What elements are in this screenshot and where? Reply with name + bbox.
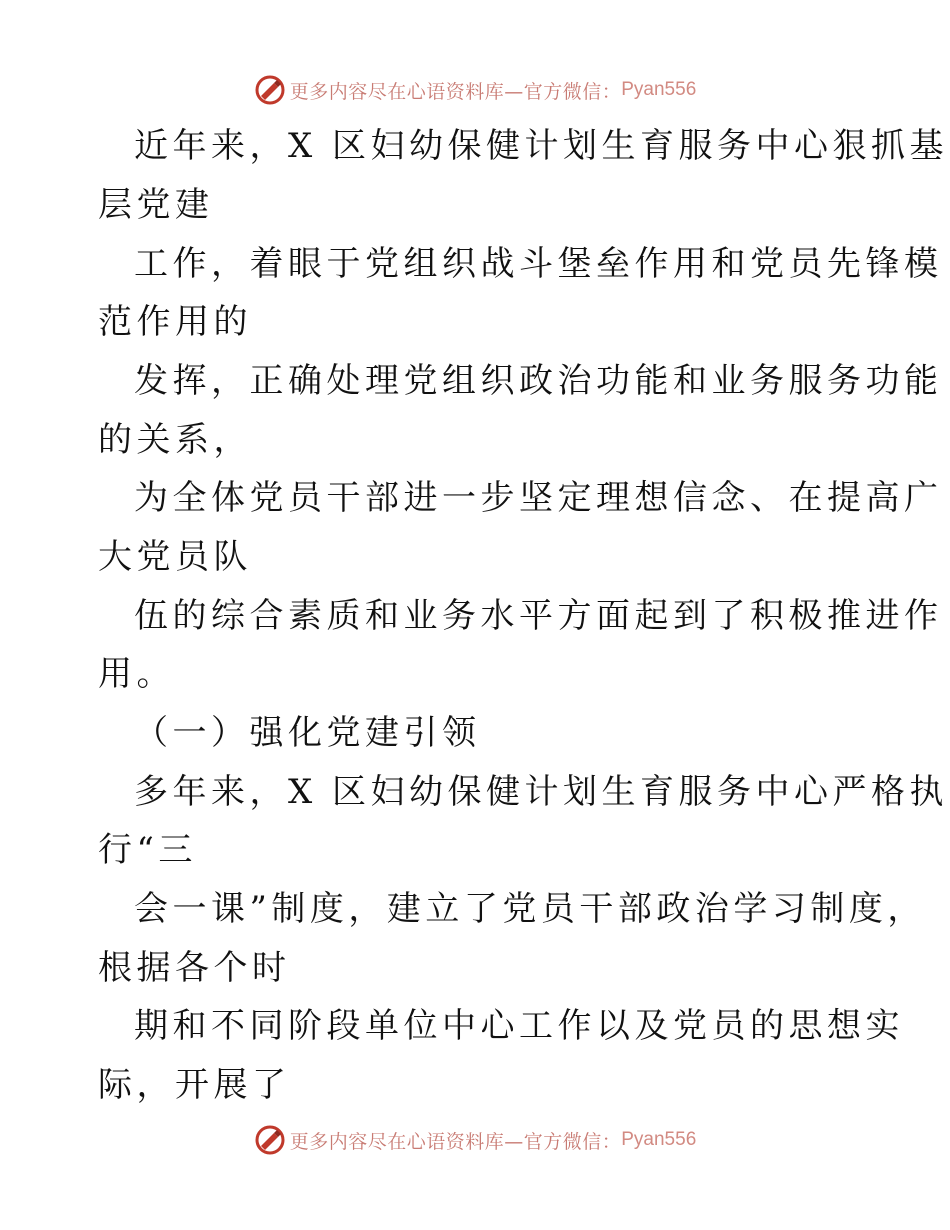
text-line: 行“三 xyxy=(98,830,197,870)
text-line: 发挥，正确处理党组织政治功能和业务服务功能 xyxy=(134,361,943,401)
text-line: 大党员队 xyxy=(98,537,252,577)
watermark-banner-top xyxy=(0,72,950,108)
text-line: 伍的综合素质和业务水平方面起到了积极推进作 xyxy=(134,596,943,636)
text-line: 期和不同阶段单位中心工作以及党员的思想实 xyxy=(134,1006,904,1046)
text-line: 际，开展了 xyxy=(98,1065,291,1105)
section-heading: （一）强化党建引领 xyxy=(134,713,481,753)
text-line: 近年来，X 区妇幼保健计划生育服务中心狠抓基 xyxy=(134,126,949,166)
watermark-text: 更多内容尽在心语资料库—官方微信： xyxy=(289,1130,622,1153)
pen-logo-icon xyxy=(254,74,286,106)
text-line: 层党建 xyxy=(98,185,214,225)
text-line: 根据各个时 xyxy=(98,948,291,988)
text-line: 的关系， xyxy=(98,420,252,460)
text-line: 范作用的 xyxy=(98,302,252,342)
watermark-handle: Pyan556 xyxy=(621,79,697,100)
text-line: 多年来，X 区妇幼保健计划生育服务中心严格执 xyxy=(134,772,949,812)
text-line: 会一课”制度，建立了党员干部政治学习制度， xyxy=(134,889,926,929)
text-line: 为全体党员干部进一步坚定理想信念、在提高广 xyxy=(134,478,943,518)
watermark-text: 更多内容尽在心语资料库—官方微信： xyxy=(289,80,622,103)
pen-logo-icon xyxy=(254,1124,286,1156)
text-line: 工作，着眼于党组织战斗堡垒作用和党员先锋模 xyxy=(134,244,943,284)
text-line: 用。 xyxy=(98,654,175,694)
watermark-banner-bottom xyxy=(0,1122,950,1158)
watermark-handle: Pyan556 xyxy=(621,1129,697,1150)
